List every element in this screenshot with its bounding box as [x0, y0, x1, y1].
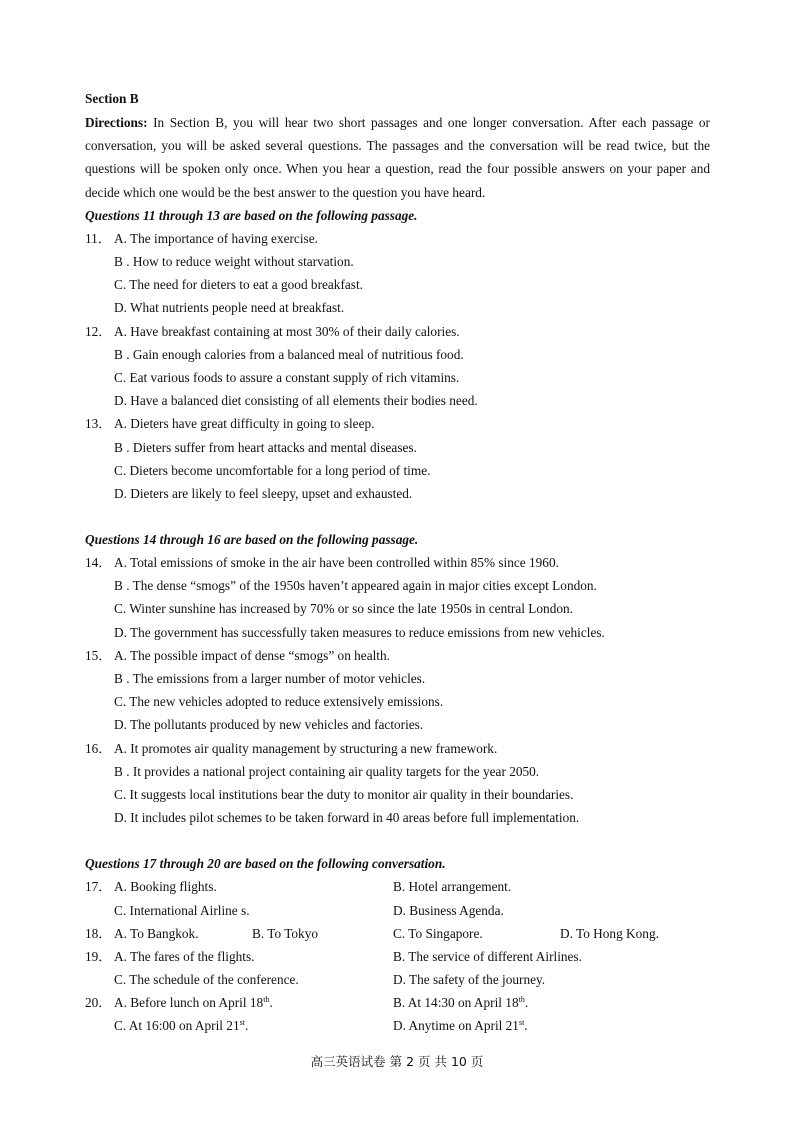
question-11 [85, 227, 710, 250]
option-b: B . How to reduce weight without starvation. [114, 254, 354, 269]
spacer [85, 505, 710, 528]
question-number: 16． [85, 740, 112, 756]
question-11-option-b-row [85, 250, 710, 273]
ordinal-suffix: th [263, 995, 270, 1005]
directions-label: Directions: [85, 115, 148, 130]
page-footer: 高三英语试卷 第 2 页 共 10 页 [310, 1054, 484, 1069]
option-b [393, 991, 528, 1014]
option-c-text: C. At 16:00 on April 21 [114, 1018, 240, 1034]
question-16 [85, 737, 710, 760]
directions-paragraph [85, 111, 710, 204]
option-a [114, 991, 273, 1014]
option-a-text: A. Before lunch on April 18 [114, 995, 264, 1011]
option-b: B . It provides a national project containing air quality targets for the year 2050. [114, 763, 540, 779]
question-11-option-d-row [85, 296, 710, 319]
option-b-end: . [524, 995, 529, 1011]
option-c: C. Winter sunshine has increased by 70% or so since the late 1950s in central London. [114, 601, 573, 617]
ordinal-suffix: st [518, 1018, 525, 1028]
question-15-option-c-row [85, 690, 710, 713]
option-a: A. The importance of having exercise. [114, 230, 318, 246]
option-d: D. Business Agenda. [393, 902, 504, 918]
question-16-option-c-row [85, 783, 710, 806]
question-12-option-d-row [85, 389, 710, 412]
option-c: C. It suggests local institutions bear the duty to monitor air quality in their boundaries. [114, 786, 574, 802]
question-19 [85, 945, 710, 968]
option-c: C. Dieters become uncomfortable for a long period of time. [114, 462, 431, 478]
question-number: 11． [85, 230, 112, 246]
question-15-option-b-row [85, 667, 710, 690]
question-number: 19． [85, 948, 112, 964]
option-d: D. What nutrients people need at breakfast. [114, 300, 345, 316]
option-d: D. It includes pilot schemes to be taken forward in 40 areas before full implementation. [114, 810, 580, 826]
option-a: A. The fares of the flights. [114, 948, 255, 964]
exam-page [85, 88, 710, 1038]
option-a-end: . [269, 995, 273, 1011]
question-12-option-b-row [85, 343, 710, 366]
question-15 [85, 644, 710, 667]
option-d: D. The government has successfully taken measures to reduce emissions from new vehicles. [114, 624, 605, 640]
option-b: B . Gain enough calories from a balanced meal of nutritious food. [114, 346, 464, 362]
question-13-option-d-row [85, 482, 710, 505]
question-number: 18． [85, 925, 112, 941]
option-a: A. Dieters have great difficulty in going to sleep. [114, 416, 375, 432]
question-number: 12． [85, 323, 112, 339]
question-15-option-d-row [85, 713, 710, 736]
question-14 [85, 551, 710, 574]
question-13-option-c-row [85, 459, 710, 482]
question-number: 15． [85, 647, 112, 663]
option-d-end: . [524, 1018, 528, 1034]
question-13 [85, 412, 710, 435]
ordinal-suffix: st [239, 1018, 245, 1028]
option-c: C. Eat various foods to assure a constant supply of rich vitamins. [114, 369, 460, 385]
question-11-option-c-row [85, 273, 710, 296]
question-16-option-b-row [85, 760, 710, 783]
group-heading-17-20: Questions 17 through 20 are based on the following conversation. [85, 856, 446, 872]
option-a: A. The possible impact of dense “smogs” on health. [114, 647, 390, 663]
option-c: C. The new vehicles adopted to reduce extensively emissions. [114, 694, 444, 710]
section-title: Section B [85, 91, 139, 106]
option-a: A. It promotes air quality management by structuring a new framework. [114, 740, 498, 756]
option-d: D. The pollutants produced by new vehicles and factories. [114, 717, 424, 733]
option-a: A. To Bangkok. [114, 925, 199, 941]
question-20 [85, 991, 710, 1014]
question-20-row-2 [85, 1014, 710, 1037]
question-16-option-d-row [85, 806, 710, 829]
option-c: C. The need for dieters to eat a good breakfast. [114, 277, 363, 293]
question-14-option-c-row [85, 597, 710, 620]
question-number: 20． [85, 995, 112, 1011]
question-17 [85, 875, 710, 898]
option-c: C. To Singapore. [393, 925, 483, 941]
option-a: A. Booking flights. [114, 879, 217, 895]
directions-text: In Section B, you will hear two short passages and one longer conversation. After each passage or conversation, you will be asked several questions. The passages and the conversation will be read twice, but the questions will be spoken only once. When you hear a question, read the four possible answers on your paper and decide which one would be the best answer to the question you have heard. [85, 115, 710, 200]
option-b: B. To Tokyo [252, 925, 318, 941]
question-number: 13． [85, 416, 112, 432]
ordinal-suffix: th [518, 995, 525, 1005]
option-b: B. The service of different Airlines. [393, 948, 582, 964]
option-c [114, 1014, 248, 1037]
option-a: A. Total emissions of smoke in the air have been controlled within 85% since 1960. [114, 555, 559, 571]
option-b: B . The emissions from a larger number of motor vehicles. [114, 671, 426, 686]
question-number: 14． [85, 555, 112, 571]
option-d: D. Dieters are likely to feel sleepy, upset and exhausted. [114, 485, 413, 501]
question-18 [85, 922, 710, 945]
group-heading-11-13: Questions 11 through 13 are based on the following passage. [85, 207, 418, 223]
option-b: B . Dieters suffer from heart attacks and mental diseases. [114, 439, 417, 455]
option-b-text: B. At 14:30 on April 18 [393, 995, 519, 1011]
question-12-option-c-row [85, 366, 710, 389]
option-b: B . The dense “smogs” of the 1950s haven’t appeared again in major cities except London. [114, 578, 597, 594]
option-c: C. International Airline s. [114, 902, 250, 918]
option-d: D. To Hong Kong. [560, 925, 659, 941]
option-c-end: . [244, 1018, 249, 1034]
option-d: D. The safety of the journey. [393, 972, 546, 988]
question-14-option-b-row [85, 574, 710, 597]
option-a: A. Have breakfast containing at most 30% of their daily calories. [114, 323, 460, 339]
group-heading-14-16: Questions 14 through 16 are based on the following passage. [85, 532, 419, 548]
option-d: D. Have a balanced diet consisting of all elements their bodies need. [114, 393, 478, 409]
option-d-text: D. Anytime on April 21 [393, 1018, 519, 1034]
question-19-row-2 [85, 968, 710, 991]
option-d [393, 1014, 528, 1037]
question-17-row-2 [85, 899, 710, 922]
spacer [85, 829, 710, 852]
question-12 [85, 320, 710, 343]
option-b: B. Hotel arrangement. [393, 879, 512, 895]
question-number: 17． [85, 879, 112, 895]
question-13-option-b-row [85, 436, 710, 459]
question-14-option-d-row [85, 621, 710, 644]
option-c: C. The schedule of the conference. [114, 972, 299, 988]
